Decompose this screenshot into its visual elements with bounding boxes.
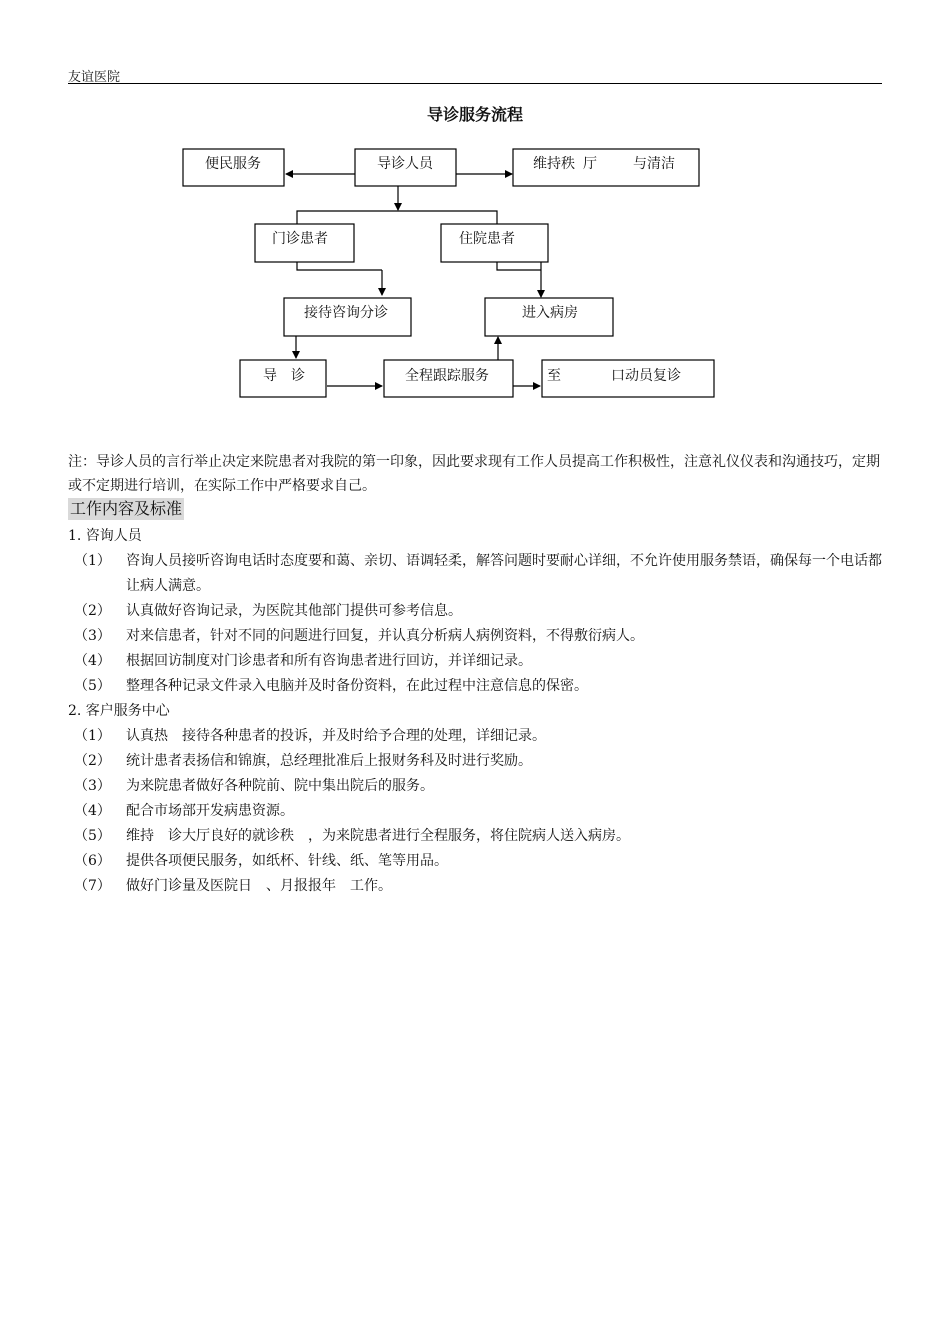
label-hall-a: 维持秩: [533, 156, 575, 172]
label-hall-b: 厅: [583, 156, 597, 172]
item-number: （7）: [74, 878, 111, 894]
item-number: （2）: [74, 753, 111, 769]
list-item: [68, 849, 884, 874]
item-number: （4）: [74, 803, 111, 819]
item-text: 维持 诊大厅良好的就诊秩 ，为来院患者进行全程服务，将住院病人送入病房。: [126, 828, 630, 844]
category-title-customer: 2. 客户服务中心: [68, 703, 170, 719]
item-number: （1）: [74, 553, 111, 569]
item-number: （1）: [74, 728, 111, 744]
label-enter-ward: 进入病房: [522, 305, 578, 321]
label-visit-a: 至: [547, 368, 561, 384]
list-item: [68, 824, 884, 849]
item-number: （5）: [74, 678, 111, 694]
item-number: （5）: [74, 828, 111, 844]
item-text: 整理各种记录文件录入电脑并及时备份资料，在此过程中注意信息的保密。: [126, 678, 588, 694]
connector-inpatient: [497, 262, 541, 270]
item-number: （4）: [74, 653, 111, 669]
list-item: [68, 724, 884, 749]
list-item: [68, 599, 884, 624]
label-hall-c: 与清洁: [633, 156, 675, 172]
item-number: （6）: [74, 853, 111, 869]
item-text: 认真热 接待各种患者的投诉，并及时给予合理的处理，详细记录。: [126, 728, 546, 744]
category-title-consult: 1. 咨询人员: [68, 528, 142, 544]
list-item: [68, 774, 884, 799]
list-item: [68, 674, 884, 699]
item-number: （3）: [74, 778, 111, 794]
item-text: 咨询人员接听咨询电话时态度要和蔼、亲切、语调轻柔，解答问题时要耐心详细，不允许使用服务禁语，确保每一个电话都让病人满意。: [126, 553, 882, 594]
label-guide-staff: 导诊人员: [377, 156, 433, 172]
list-item: [68, 749, 884, 774]
item-number: （3）: [74, 628, 111, 644]
item-text: 配合市场部开发病患资源。: [126, 803, 294, 819]
list-item: [68, 624, 884, 649]
section-heading: 工作内容及标准: [70, 499, 183, 518]
work-content-list: [68, 524, 884, 899]
list-item: [68, 799, 884, 824]
label-visit-b: 口动员复诊: [611, 368, 681, 384]
list-item: [68, 874, 884, 899]
label-reception: 接待咨询分诊: [304, 305, 388, 321]
item-text: 统计患者表扬信和锦旗，总经理批准后上报财务科及时进行奖励。: [126, 753, 532, 769]
item-text: 提供各项便民服务，如纸杯、针线、纸、笔等用品。: [126, 853, 448, 869]
list-item: [68, 649, 884, 674]
item-text: 做好门诊量及医院日 、月报报年 工作。: [126, 878, 392, 894]
header-org: 友谊医院: [68, 70, 121, 85]
label-tracking: 全程跟踪服务: [405, 368, 489, 384]
label-guide: 导 诊: [263, 368, 305, 384]
label-outpatient: 门诊患者: [272, 231, 328, 247]
label-service: 便民服务: [205, 156, 261, 172]
item-number: （2）: [74, 603, 111, 619]
item-text: 为来院患者做好各种院前、院中集出院后的服务。: [126, 778, 434, 794]
label-inpatient: 住院患者: [459, 231, 515, 247]
item-text: 根据回访制度对门诊患者和所有咨询患者进行回访，并详细记录。: [126, 653, 532, 669]
flowchart: [0, 0, 950, 420]
item-text: 对来信患者，针对不同的问题进行回复，并认真分析病人病例资料，不得敷衍病人。: [126, 628, 644, 644]
item-text: 认真做好咨询记录，为医院其他部门提供可参考信息。: [126, 603, 462, 619]
document-title: 导诊服务流程: [426, 105, 523, 124]
connector-outpatient: [297, 262, 382, 270]
list-item: [68, 549, 884, 599]
note-paragraph: 注：导诊人员的言行举止决定来院患者对我院的第一印象，因此要求现有工作人员提高工作积极性，注意礼仪仪表和沟通技巧，定期或不定期进行培训，在实际工作中严格要求自己。: [68, 454, 880, 494]
